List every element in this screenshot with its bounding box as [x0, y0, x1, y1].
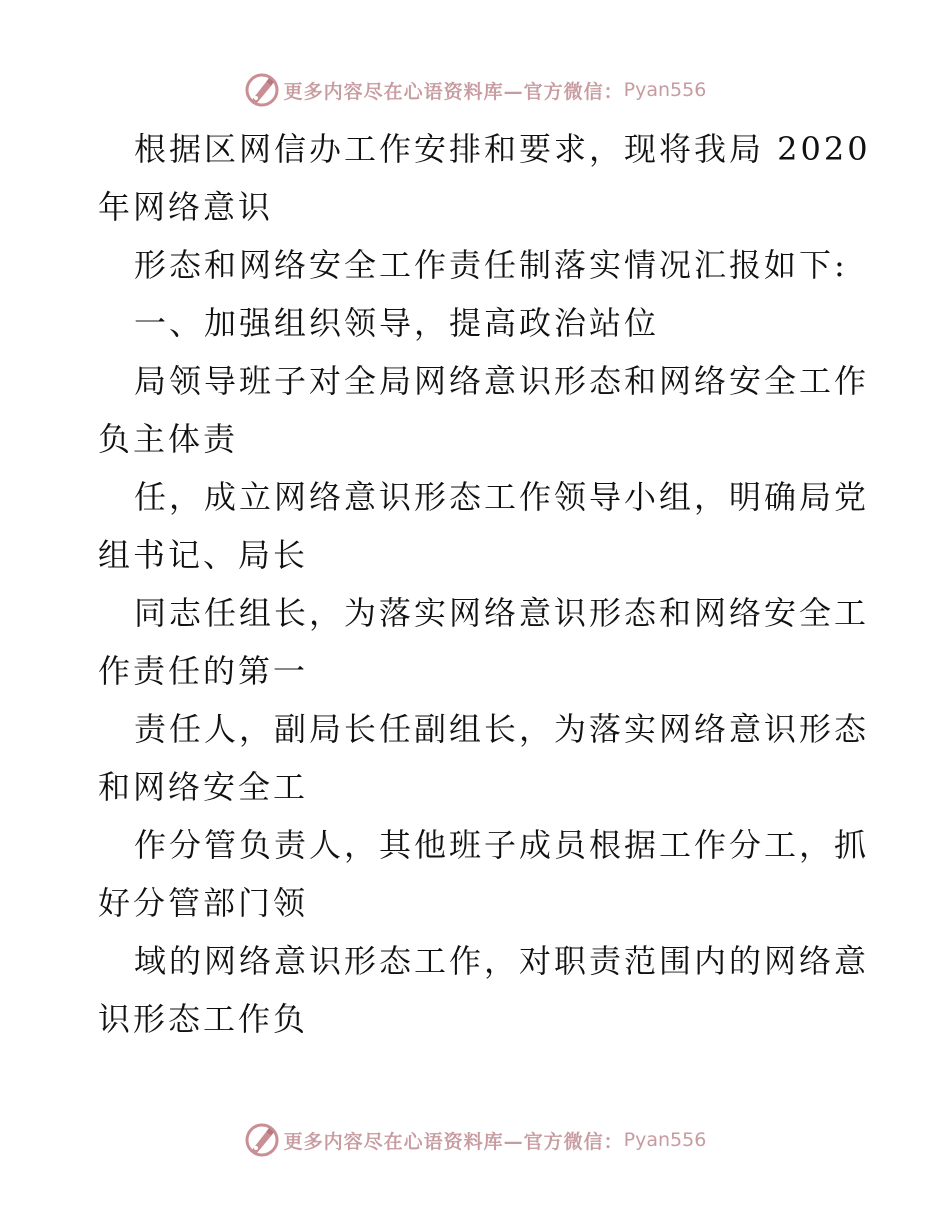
body-line: 组书记、局长 [98, 536, 309, 574]
watermark-text: 更多内容尽在心语资料库—官方微信： [283, 80, 624, 103]
pen-logo-icon [244, 72, 280, 108]
body-line: 形态和网络安全工作责任制落实情况汇报如下: [134, 246, 848, 284]
header-watermark [0, 70, 950, 110]
document-body [98, 120, 871, 1048]
watermark-wechat-id: Pyan556 [623, 79, 707, 101]
watermark-text: 更多内容尽在心语资料库—官方微信： [283, 1130, 624, 1153]
watermark-wechat-id: Pyan556 [623, 1129, 707, 1151]
body-line: 局领导班子对全局网络意识形态和网络安全工作 [134, 362, 870, 400]
body-line: 域的网络意识形态工作，对职责范围内的网络意 [134, 942, 870, 980]
body-line: 同志任组长，为落实网络意识形态和网络安全工 [134, 594, 870, 632]
body-line: 作责任的第一 [98, 652, 309, 690]
body-line: 责任人，副局长任副组长，为落实网络意识形态 [134, 710, 870, 748]
footer-watermark [0, 1120, 950, 1160]
pen-logo-icon [244, 1122, 280, 1158]
section-heading: 一、加强组织领导，提高政治站位 [134, 304, 660, 342]
body-line: 识形态工作负 [98, 1000, 309, 1038]
body-line: 负主体责 [98, 420, 239, 458]
body-line: 任，成立网络意识形态工作领导小组，明确局党 [134, 478, 870, 516]
body-line: 根据区网信办工作安排和要求，现将我局 2020 [134, 130, 871, 168]
body-line: 年网络意识 [98, 188, 274, 226]
body-line: 好分管部门领 [98, 884, 309, 922]
body-line: 作分管负责人，其他班子成员根据工作分工，抓 [134, 826, 870, 864]
body-line: 和网络安全工 [98, 768, 309, 806]
